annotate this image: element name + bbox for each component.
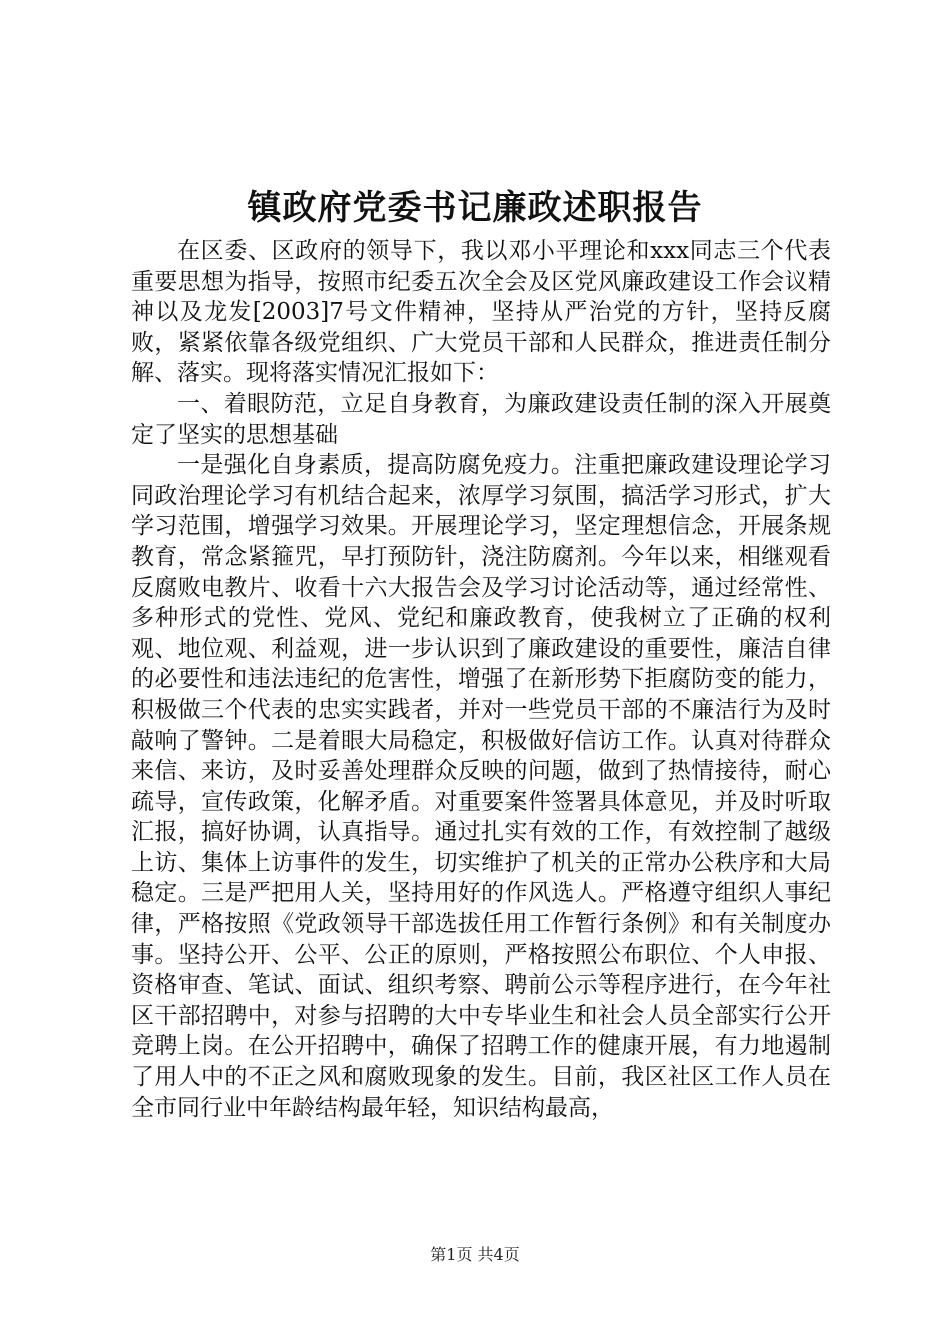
document-title: 镇政府党委书记廉政述职报告	[247, 188, 703, 228]
document-body	[131, 236, 831, 1123]
page-footer: 第1页 共4页	[430, 1245, 520, 1264]
paragraph-main: 一是强化自身素质，提高防腐免疫力。注重把廉政建设理论学习同政治理论学习有机结合起来，浓厚学习氛围，搞活学习形式，扩大学习范围，增强学习效果。开展理论学习，坚定理想信念，开展条规教育，常念紧箍咒，早打预防针，浇注防腐剂。今年以来，相继观看反腐败电教片、收看十六大报告会及学习讨论活动等，通过经常性、多种形式的党性、党风、党纪和廉政教育，使我树立了正确的权利观、地位观、利益观，进一步认识到了廉政建设的重要性，廉洁自律的必要性和违法违纪的危害性，增强了在新形势下拒腐防变的能力，积极做三个代表的忠实实践者，并对一些党员干部的不廉洁行为及时敲响了警钟。二是着眼大局稳定，积极做好信访工作。认真对待群众来信、来访，及时妥善处理群众反映的问题，做到了热情接待，耐心疏导，宣传政策，化解矛盾。对重要案件签署具体意见，并及时听取汇报，搞好协调，认真指导。通过扎实有效的工作，有效控制了越级上访、集体上访事件的发生，切实维护了机关的正常办公秩序和大局稳定。三是严把用人关，坚持用好的作风选人。严格遵守组织人事纪律，严格按照《党政领导干部选拔任用工作暂行条例》和有关制度办事。坚持公开、公平、公正的原则，严格按照公布职位、个人申报、资格审查、笔试、面试、组织考察、聘前公示等程序进行，在今年社区干部招聘中，对参与招聘的大中专毕业生和社会人员全部实行公开竞聘上岗。在公开招聘中，确保了招聘工作的健康开展，有力地遏制了用人中的不正之风和腐败现象的发生。目前，我区社区工作人员在全市同行业中年龄结构最年轻，知识结构最高，	[131, 452, 831, 1121]
paragraph-section-heading: 一、着眼防范，立足自身教育，为廉政建设责任制的深入开展奠定了坚实的思想基础	[131, 390, 831, 448]
paragraph-intro: 在区委、区政府的领导下，我以邓小平理论和xxx同志三个代表重要思想为指导，按照市纪委五次全会及区党风廉政建设工作会议精神以及龙发[2003]7号文件精神，坚持从严治党的方针，坚持反腐败，紧紧依靠各级党组织、广大党员干部和人民群众，推进责任制分解、落实。现将落实情况汇报如下：	[131, 238, 831, 387]
